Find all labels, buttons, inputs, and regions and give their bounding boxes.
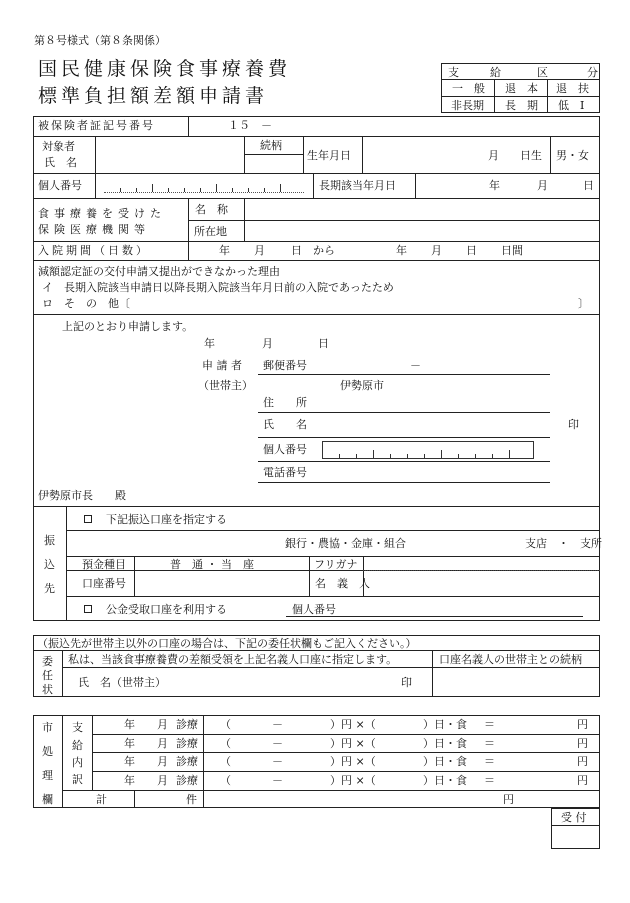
postal-code-label: 郵便番号 bbox=[263, 359, 307, 372]
office-processing-section bbox=[33, 715, 600, 808]
apply-year: 年 bbox=[204, 337, 215, 350]
breakdown-row-4-eq: ＝ bbox=[484, 774, 495, 787]
breakdown-row-2-meal: ）日・食 bbox=[423, 737, 467, 750]
applicant-personal-number-field[interactable] bbox=[322, 441, 534, 459]
breakdown-label-2: 給 bbox=[72, 739, 83, 752]
category-header-2: 給 bbox=[490, 66, 501, 79]
delegation-note: （振込先が世帯主以外の口座の場合は、下記の委任状欄もご記入ください。） bbox=[37, 637, 417, 650]
office-label-1: 市 bbox=[42, 721, 53, 734]
birth-date-label: 生年月日 bbox=[307, 149, 351, 162]
admission-to-year: 年 bbox=[396, 244, 407, 257]
breakdown-row-4-meal: ）日・食 bbox=[423, 774, 467, 787]
breakdown-row-4-yen-x: ）円 ×（ bbox=[330, 774, 376, 787]
admission-from: から bbox=[313, 244, 335, 257]
form-title-line1: 国民健康保険食事療養費 bbox=[38, 58, 292, 80]
breakdown-label-1: 支 bbox=[72, 721, 83, 734]
breakdown-row-3-dash: － bbox=[272, 755, 283, 768]
gender-options[interactable]: 男・女 bbox=[556, 149, 589, 162]
deposit-type-label: 預金種目 bbox=[82, 558, 126, 571]
category-retired-dep: 退 扶 bbox=[556, 82, 589, 95]
breakdown-row-4-open: （ bbox=[220, 774, 231, 787]
category-header-3: 区 bbox=[537, 66, 548, 79]
institution-name-label: 名 称 bbox=[195, 203, 228, 216]
applicant-name-label: 氏 名 bbox=[263, 418, 307, 431]
breakdown-row-3-open: （ bbox=[220, 755, 231, 768]
admission-from-month: 月 bbox=[254, 244, 265, 257]
public-account-personal-number-label: 個人番号 bbox=[292, 603, 336, 616]
breakdown-row-3-month: 年 月 bbox=[124, 755, 168, 768]
office-label-3: 理 bbox=[42, 769, 53, 782]
apply-statement: 上記のとおり申請します。 bbox=[62, 320, 194, 333]
breakdown-row-4-month: 年 月 bbox=[124, 774, 168, 787]
breakdown-row-3-eq: ＝ bbox=[484, 755, 495, 768]
transfer-option1-checkbox[interactable] bbox=[84, 515, 92, 523]
breakdown-row-2-yen: 円 bbox=[577, 737, 588, 750]
birth-day: 日生 bbox=[520, 149, 542, 162]
admission-to-day: 日 bbox=[466, 244, 477, 257]
account-holder-label: 名 義 人 bbox=[315, 577, 370, 590]
institution-name-field[interactable] bbox=[245, 199, 599, 219]
postal-code-dash: － bbox=[410, 359, 421, 372]
mayor-addressee: 伊勢原市長 殿 bbox=[38, 489, 126, 502]
institution-label-2: 保険医療機関等 bbox=[38, 223, 150, 236]
breakdown-row-1-eq: ＝ bbox=[484, 718, 495, 731]
delegation-statement: 私は、当該食事療養費の差額受領を上記名義人口座に指定します。 bbox=[68, 653, 398, 666]
form-title-line2: 標準負担額差額申請書 bbox=[38, 85, 269, 107]
breakdown-row-4-shinryo: 診療 bbox=[176, 774, 198, 787]
category-retired-self: 退 本 bbox=[505, 82, 538, 95]
office-label-4: 欄 bbox=[42, 793, 53, 806]
total-yen-unit: 円 bbox=[503, 793, 514, 806]
admission-from-day: 日 bbox=[291, 244, 302, 257]
reason-ro-close: 〕 bbox=[578, 297, 589, 310]
applicant-label: 申 請 者 bbox=[202, 359, 242, 372]
delegation-name-label: 氏 名（世帯主） bbox=[78, 676, 166, 689]
breakdown-row-2-month: 年 月 bbox=[124, 737, 168, 750]
category-header-1: 支 bbox=[448, 66, 459, 79]
office-label-2: 処 bbox=[42, 745, 53, 758]
breakdown-row-3-shinryo: 診療 bbox=[176, 755, 198, 768]
transfer-option2-checkbox[interactable] bbox=[84, 605, 92, 613]
breakdown-row-2-shinryo: 診療 bbox=[176, 737, 198, 750]
transfer-label-1: 振 bbox=[44, 534, 55, 547]
breakdown-row-4-yen: 円 bbox=[577, 774, 588, 787]
branch-types: 支店 ・ 支所 bbox=[525, 537, 602, 550]
city-name: 伊勢原市 bbox=[340, 379, 384, 392]
breakdown-label-3: 内 bbox=[72, 756, 83, 769]
breakdown-row-1-yen: 円 bbox=[577, 718, 588, 731]
received-label: 受 付 bbox=[561, 811, 587, 824]
reason-option-i[interactable]: イ 長期入院該当申請日以降長期入院該当年月日前の入院であったため bbox=[42, 281, 394, 294]
account-number-field[interactable] bbox=[135, 571, 308, 595]
relation-label: 続柄 bbox=[260, 139, 282, 152]
transfer-label-2: 込 bbox=[44, 558, 55, 571]
breakdown-label-4: 訳 bbox=[72, 773, 83, 786]
apply-day: 日 bbox=[318, 337, 329, 350]
delegation-seal: 印 bbox=[401, 676, 412, 689]
transfer-option1-label: 下記振込口座を指定する bbox=[106, 513, 227, 526]
breakdown-row-3-meal: ）日・食 bbox=[423, 755, 467, 768]
apply-month: 月 bbox=[262, 337, 273, 350]
form-number: 第８号様式（第８条関係） bbox=[34, 34, 166, 47]
category-long: 長 期 bbox=[505, 99, 538, 112]
breakdown-row-1-shinryo: 診療 bbox=[176, 718, 198, 731]
long-term-year: 年 bbox=[489, 179, 500, 192]
subject-label-1: 対象者 bbox=[42, 140, 75, 153]
address-label: 住 所 bbox=[263, 396, 307, 409]
breakdown-row-1-dash: － bbox=[272, 718, 283, 731]
breakdown-row-1-open: （ bbox=[220, 718, 231, 731]
furigana-label: フリガナ bbox=[314, 558, 358, 571]
institution-address-field[interactable] bbox=[245, 221, 599, 240]
long-term-month: 月 bbox=[537, 179, 548, 192]
applicant-seal: 印 bbox=[568, 418, 579, 431]
long-term-day: 日 bbox=[583, 179, 594, 192]
institution-address-label: 所在地 bbox=[194, 225, 227, 238]
subject-label-2: 氏 名 bbox=[44, 156, 77, 169]
account-number-label: 口座番号 bbox=[82, 577, 126, 590]
long-term-date-label: 長期該当年月日 bbox=[319, 179, 396, 192]
admission-days: 日間 bbox=[501, 244, 523, 257]
breakdown-row-4-dash: － bbox=[272, 774, 283, 787]
total-count-unit: 件 bbox=[186, 793, 197, 806]
admission-from-year: 年 bbox=[219, 244, 230, 257]
delegation-label-1: 委 bbox=[42, 655, 53, 668]
breakdown-row-2-open: （ bbox=[220, 737, 231, 750]
breakdown-row-2-eq: ＝ bbox=[484, 737, 495, 750]
reason-title: 減額認定証の交付申請又提出ができなかった理由 bbox=[38, 265, 280, 278]
breakdown-row-1-month: 年 月 bbox=[124, 718, 168, 731]
delegation-label-2: 任 bbox=[42, 669, 53, 682]
birth-month: 月 bbox=[488, 149, 499, 162]
total-label: 計 bbox=[96, 793, 107, 806]
applicant-personal-number-label: 個人番号 bbox=[263, 443, 307, 456]
reason-option-ro[interactable]: ロ そ の 他〔 bbox=[42, 297, 130, 310]
admission-period-label: 入院期間（日数） bbox=[38, 244, 150, 257]
personal-number-field[interactable] bbox=[96, 174, 312, 197]
insured-number-value[interactable]: １５ － bbox=[228, 119, 272, 132]
insured-number-label: 被保険者証記号番号 bbox=[38, 119, 155, 132]
delegation-label-3: 状 bbox=[42, 683, 53, 696]
phone-label: 電話番号 bbox=[263, 466, 307, 479]
account-holder-field[interactable] bbox=[364, 571, 599, 595]
category-non-long: 非長期 bbox=[451, 99, 484, 112]
category-general: 一 般 bbox=[452, 82, 485, 95]
admission-to-month: 月 bbox=[431, 244, 442, 257]
delegation-relation-label: 口座名義人の世帯主との続柄 bbox=[439, 653, 582, 666]
bank-types: 銀行・農協・金庫・組合 bbox=[285, 537, 406, 550]
breakdown-row-3-yen-x: ）円 ×（ bbox=[330, 755, 376, 768]
breakdown-row-1-yen-x: ）円 ×（ bbox=[330, 718, 376, 731]
subject-name-field[interactable] bbox=[96, 137, 243, 172]
category-header-4: 分 bbox=[587, 66, 598, 79]
transfer-option2-label: 公金受取口座を利用する bbox=[106, 603, 227, 616]
breakdown-row-1-meal: ）日・食 bbox=[423, 718, 467, 731]
transfer-label-3: 先 bbox=[44, 582, 55, 595]
householder-label: （世帯主） bbox=[198, 379, 253, 392]
institution-label-1: 食事療養を受けた bbox=[38, 207, 166, 220]
category-low1: 低 Ⅰ bbox=[558, 99, 585, 112]
deposit-type-options[interactable]: 普 通 ・ 当 座 bbox=[170, 558, 254, 571]
breakdown-row-2-dash: － bbox=[272, 737, 283, 750]
personal-number-label: 個人番号 bbox=[38, 179, 82, 192]
breakdown-row-3-yen: 円 bbox=[577, 755, 588, 768]
breakdown-row-2-yen-x: ）円 ×（ bbox=[330, 737, 376, 750]
